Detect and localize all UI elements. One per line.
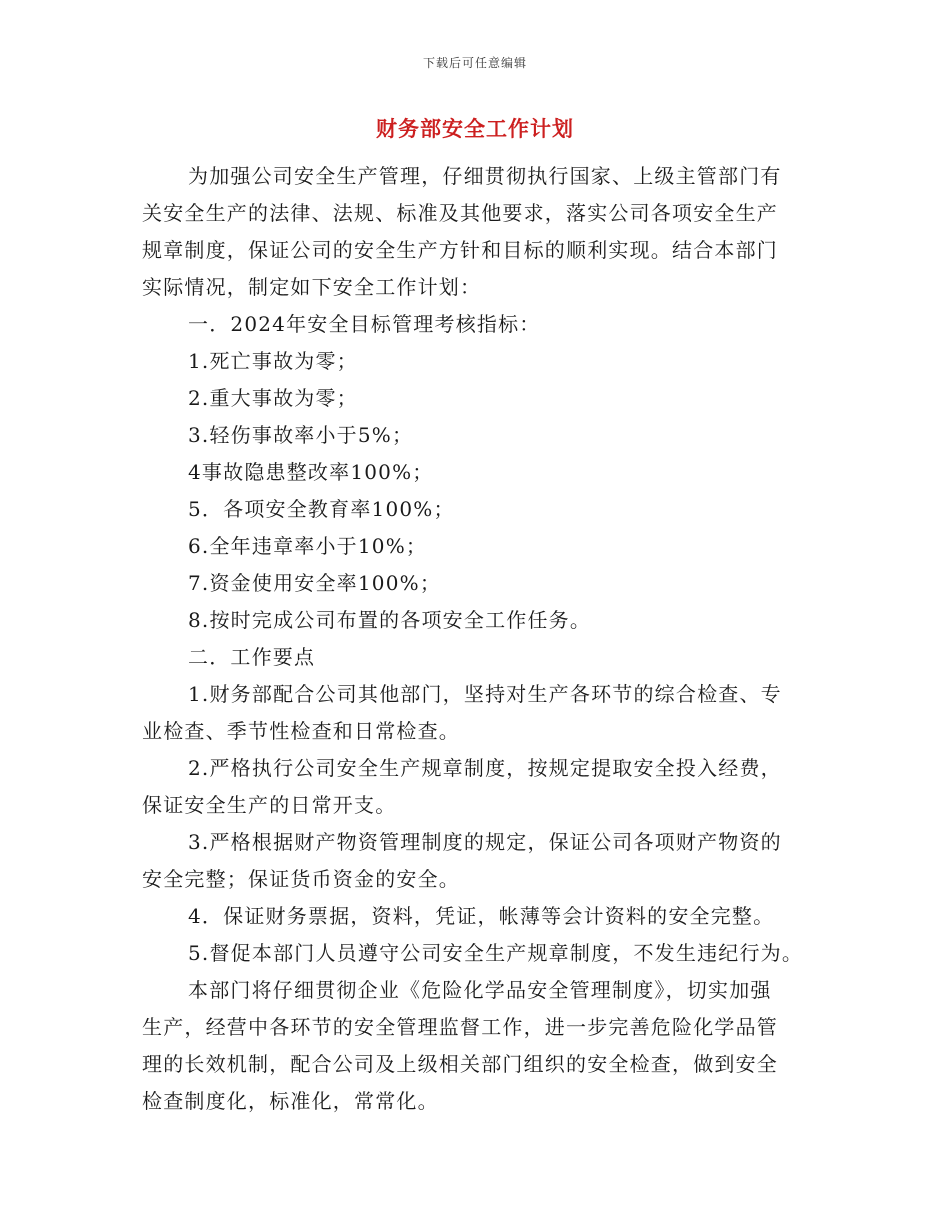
body-line: 2.重大事故为零；	[188, 386, 358, 410]
document-title: 财务部安全工作计划	[376, 116, 574, 141]
body-line: 理的长效机制，配合公司及上级相关部门组织的安全检查，做到安全	[142, 1052, 778, 1076]
body-line: 4事故隐患整改率100%；	[188, 460, 434, 484]
body-line: 6.全年违章率小于10%；	[188, 534, 428, 558]
body-line: 1.财务部配合公司其他部门，坚持对生产各环节的综合检查、专	[188, 682, 782, 706]
body-line: 保证安全生产的日常开支。	[142, 793, 397, 817]
body-line: 关安全生产的法律、法规、标准及其他要求，落实公司各项安全生产	[142, 201, 778, 225]
body-line: 二．工作要点	[188, 645, 316, 669]
document-body	[142, 158, 810, 1120]
body-line: 7.资金使用安全率100%；	[188, 571, 442, 595]
body-line: 规章制度，保证公司的安全生产方针和目标的顺利实现。结合本部门	[142, 238, 778, 262]
body-line: 2.严格执行公司安全生产规章制度，按规定提取安全投入经费，	[188, 756, 782, 780]
body-line: 安全完整；保证货币资金的安全。	[142, 867, 460, 891]
body-line: 检查制度化，标准化，常常化。	[142, 1089, 439, 1113]
body-line: 一．2024年安全目标管理考核指标：	[188, 312, 541, 336]
body-line: 3.严格根据财产物资管理制度的规定，保证公司各项财产物资的	[188, 830, 782, 854]
body-line: 本部门将仔细贯彻企业《危险化学品安全管理制度》，切实加强	[188, 978, 772, 1002]
body-line: 5.督促本部门人员遵守公司安全生产规章制度，不发生违纪行为。	[188, 941, 804, 965]
body-line: 8.按时完成公司布置的各项安全工作任务。	[188, 608, 592, 632]
body-line: 实际情况，制定如下安全工作计划：	[142, 275, 482, 299]
body-line: 3.轻伤事故率小于5%；	[188, 423, 414, 447]
body-line: 业检查、季节性检查和日常检查。	[142, 719, 460, 743]
header-note: 下载后可任意编辑	[422, 56, 527, 70]
body-line: 为加强公司安全生产管理，仔细贯彻执行国家、上级主管部门有	[188, 164, 782, 188]
body-line: 5．各项安全教育率100%；	[188, 497, 455, 521]
body-line: 1.死亡事故为零；	[188, 349, 358, 373]
body-line: 生产，经营中各环节的安全管理监督工作，进一步完善危险化学品管	[142, 1015, 778, 1039]
body-line: 4．保证财务票据，资料，凭证，帐薄等会计资料的安全完整。	[188, 904, 775, 928]
